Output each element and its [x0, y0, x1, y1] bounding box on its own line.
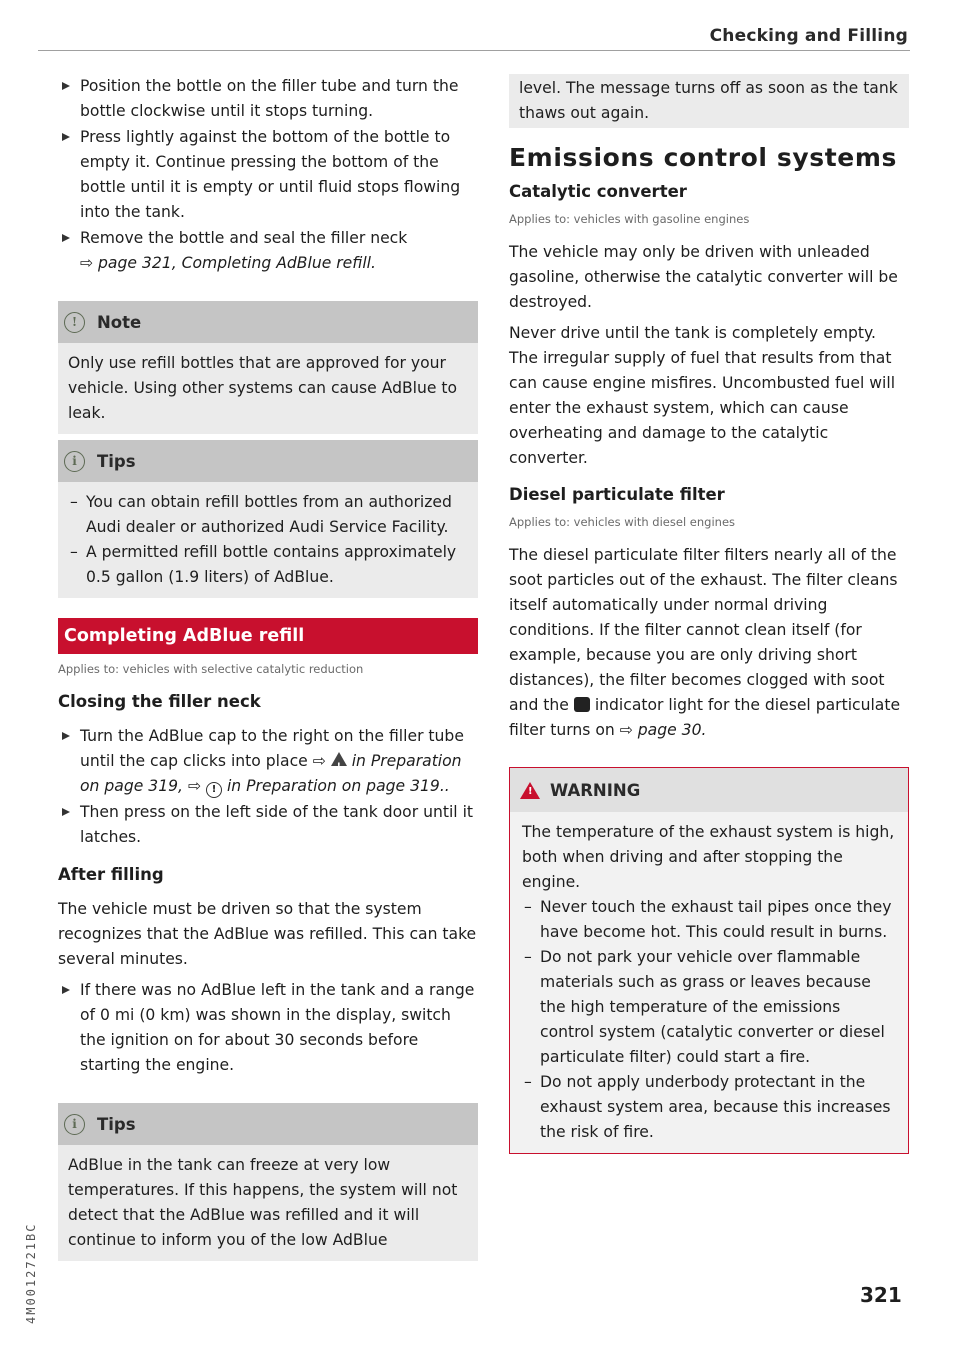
subheading-after-filling: After filling	[58, 865, 164, 884]
section-title: Emissions control systems	[509, 143, 897, 172]
paragraph: The vehicle may only be driven with unleaded gasoline, otherwise the catalytic converter will be destroyed.	[509, 243, 898, 311]
section-banner: Completing AdBlue refill	[58, 618, 478, 654]
warning-heading: WARNING	[550, 780, 641, 800]
tips-header	[58, 440, 478, 482]
list-item: Then press on the left side of the tank door until it latches.	[58, 800, 478, 850]
exclamation-circle-icon: !	[64, 312, 85, 333]
list-item	[58, 724, 478, 799]
list-item: – Do not apply underbody protectant in the exhaust system area, because this increases the risk of fire.	[522, 1070, 896, 1145]
paragraph-text: indicator light for the diesel particulate filter turns on	[509, 696, 901, 739]
subheading-diesel-particulate-filter: Diesel particulate filter	[509, 485, 725, 504]
paragraph-text: The diesel particulate filter filters nearly all of the soot particles out of the exhaust. The filter cleans itself automatically under normal driving conditions. If the filter cannot clean itself (for example, because you are only driving short distances), the filter becomes clogged with soot and the	[509, 546, 898, 714]
page-header-title: Checking and Filling	[709, 26, 908, 46]
page-reference-link[interactable]: in Preparation on page 319, ⇨	[80, 752, 462, 795]
warning-triangle-icon	[331, 752, 347, 766]
applies-to-note: Applies to: vehicles with selective catalytic reduction	[58, 662, 364, 676]
list-item: – A permitted refill bottle contains approximately 0.5 gallon (1.9 liters) of AdBlue.	[68, 540, 468, 590]
right-column	[509, 74, 909, 1154]
list-item: – Do not park your vehicle over flammable materials such as grass or leaves because the high temperature of the emissions control system (catalytic converter or diesel particulate filter) could start a fire.	[522, 945, 896, 1070]
applies-to-note: Applies to: vehicles with diesel engines	[509, 515, 736, 529]
tips-box	[58, 440, 478, 598]
info-circle-icon: i	[64, 1114, 85, 1135]
list-item-text: Turn the AdBlue cap to the right on the filler tube until the cap clicks into place ⇨	[80, 727, 464, 770]
tips-header	[58, 1103, 478, 1145]
tips-box-continued	[509, 74, 909, 128]
warning-triangle-icon	[520, 782, 540, 799]
subheading-catalytic-converter: Catalytic converter	[509, 182, 687, 201]
warning-box	[509, 767, 909, 1154]
page-number: 321	[860, 1283, 902, 1307]
diesel-filter-indicator-icon	[574, 697, 590, 712]
list-item: Position the bottle on the filler tube and turn the bottle clockwise until it stops turning.	[58, 74, 478, 124]
tips-heading: Tips	[97, 451, 136, 471]
note-text: Only use refill bottles that are approved for your vehicle. Using other systems can cause AdBlue to leak.	[68, 354, 458, 422]
tips-box	[58, 1103, 478, 1261]
tips-text: AdBlue in the tank can freeze at very low temperatures. If this happens, the system will not detect that the AdBlue was refilled and it will continue to inform you of the low AdBlue	[68, 1156, 458, 1249]
paragraph: Never drive until the tank is completely empty. The irregular supply of fuel that results from that can cause engine misfires. Uncombusted fuel will enter the exhaust system, which can cause overheating and damage to the catalytic converter.	[509, 324, 896, 467]
paragraph: The vehicle must be driven so that the system recognizes that the AdBlue was refilled. This can take several minutes.	[58, 900, 477, 968]
page-reference-link[interactable]: in Preparation on page 319..	[222, 777, 450, 795]
document-code: 4M0012721BC	[24, 1222, 38, 1324]
applies-to-note: Applies to: vehicles with gasoline engines	[509, 212, 750, 226]
page-reference-link[interactable]: ⇨ page 321, Completing AdBlue refill.	[80, 254, 376, 272]
page-reference-link[interactable]: ⇨ page 30.	[619, 721, 707, 739]
note-box	[58, 301, 478, 434]
tips-heading: Tips	[97, 1114, 136, 1134]
note-circle-icon: !	[206, 782, 222, 798]
info-circle-icon: i	[64, 451, 85, 472]
list-item: If there was no AdBlue left in the tank and a range of 0 mi (0 km) was shown in the display, switch the ignition on for about 30 seconds before starting the engine.	[58, 978, 478, 1078]
header-rule	[38, 50, 910, 51]
list-item-text: Remove the bottle and seal the filler neck	[80, 229, 408, 247]
tips-text-continued: level. The message turns off as soon as the tank thaws out again.	[519, 79, 898, 122]
note-header	[58, 301, 478, 343]
list-item: – Never touch the exhaust tail pipes once they have become hot. This could result in burns.	[522, 895, 896, 945]
list-item: Press lightly against the bottom of the bottle to empty it. Continue pressing the bottom of the bottle until it is empty or until fluid stops flowing into the tank.	[58, 125, 478, 225]
subheading-closing-filler-neck: Closing the filler neck	[58, 692, 261, 711]
note-heading: Note	[97, 312, 142, 332]
list-item: – You can obtain refill bottles from an authorized Audi dealer or authorized Audi Service Facility.	[68, 490, 468, 540]
warning-intro: The temperature of the exhaust system is high, both when driving and after stopping the engine.	[522, 823, 895, 891]
warning-header	[510, 768, 908, 812]
list-item	[58, 226, 478, 276]
paragraph	[509, 543, 909, 743]
left-column	[58, 74, 478, 1261]
